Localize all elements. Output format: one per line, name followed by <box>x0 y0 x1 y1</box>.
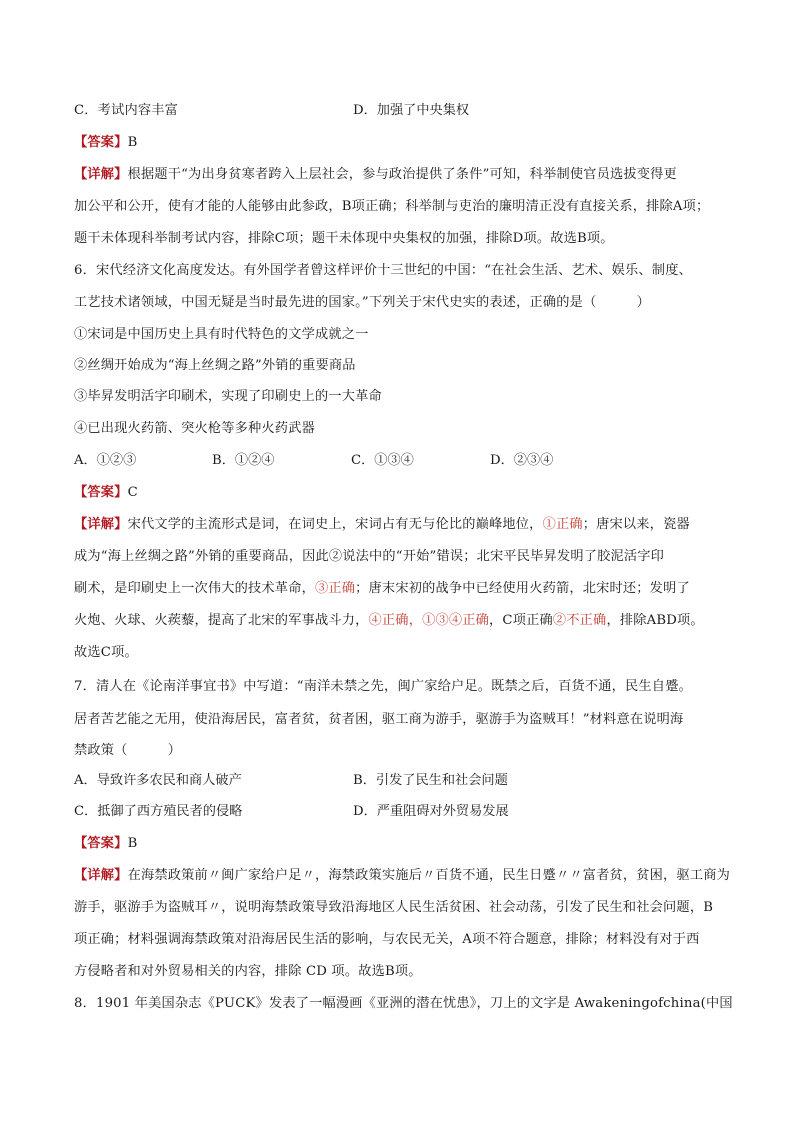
q5-option-d: D．加强了中央集权 <box>353 103 470 118</box>
q6-detail-line-3 <box>74 580 690 598</box>
q7-option-a: A．导致许多农民和商人破产 <box>74 773 242 788</box>
q5-answer <box>74 134 137 152</box>
detail-text: 刷术，是印刷史上一次伟大的技术革命， <box>74 581 315 596</box>
q6-option-c: C．①③④ <box>351 453 414 468</box>
answer-value: B <box>127 135 138 150</box>
answer-tag: 【答案】 <box>74 135 128 150</box>
answer-value: B <box>127 836 138 851</box>
detail-tag: 【详解】 <box>74 167 128 182</box>
detail-tag: 【详解】 <box>74 868 128 883</box>
q6-option-d: D．②③④ <box>490 453 554 468</box>
q6-stem-line-2: 工艺技术诸领域，中国无疑是当时最先进的国家。”下列关于宋代史实的表述，正确的是（ ） <box>74 295 651 310</box>
q7-answer <box>74 835 137 853</box>
q6-stem-line-1: 6．宋代经济文化高度发达。有外国学者曾这样评价十三世纪的中国：“在社会生活、艺术、娱乐、制度、 <box>74 263 692 278</box>
q7-stem-line-3: 禁政策（ ） <box>74 743 182 758</box>
detail-text: ；唐末宋初的战争中已经使用火药箭，北宋时还；发明了 <box>355 581 690 596</box>
detail-text: 宋代文学的主流形式是词，在词史上，宋词占有无与伦比的巅峰地位， <box>127 517 543 532</box>
q6-option-a: A．①②③ <box>74 453 137 468</box>
detail-tag: 【详解】 <box>74 517 128 532</box>
detail-text: 在海禁政策前〃闽广家给户足〃，海禁政策实施后〃百货不通，民生日蹙〃〃富者贫，贫困，驱工商为 <box>127 868 730 883</box>
highlight-text: ③正确 <box>314 581 356 596</box>
detail-text: ，C项正确 <box>489 613 553 628</box>
detail-text: 根据题干“为出身贫寒者跨入上层社会，参与政治提供了条件”可知，科举制使官员选拔变得更 <box>127 167 677 182</box>
q7-stem-line-1: 7．清人在《论南洋事宜书》中写道：“南洋未禁之先，闽广家给户足。既禁之后，百货不通，民生自蹙。 <box>74 679 692 694</box>
q7-option-c: C．抵御了西方殖民者的侵略 <box>74 804 243 819</box>
highlight-text: ①正确 <box>542 517 583 532</box>
q6-item-1: ①宋词是中国历史上具有时代特色的文学成就之一 <box>74 327 369 342</box>
q6-item-4: ④已出现火药箭、突火枪等多种火药武器 <box>74 421 315 436</box>
q6-item-3: ③毕昇发明活字印刷术，实现了印刷史上的一大革命 <box>74 389 382 404</box>
highlight-text: ④正确，①③④正确 <box>368 613 490 628</box>
q6-detail-line-4 <box>74 612 704 630</box>
q5-detail-line-1 <box>74 166 677 184</box>
q6-option-b: B．①②④ <box>212 453 275 468</box>
q8-stem-line-1: 8．1901 年美国杂志《PUCK》发表了一幅漫画《亚洲的潜在忧患》，刀上的文字是 Awakeningofchina(中国 <box>74 996 733 1011</box>
q6-item-2: ②丝绸开始成为“海上丝绸之路”外销的重要商品 <box>74 358 356 373</box>
q7-detail-line-4: 方侵略者和对外贸易相关的内容，排除 CD 项。故选B项。 <box>74 964 422 979</box>
q7-detail-line-1 <box>74 867 730 885</box>
answer-tag: 【答案】 <box>74 485 128 500</box>
detail-text: 火炮、火球、火蒺藜，提高了北宋的军事战斗力， <box>74 613 369 628</box>
q7-stem-line-2: 居者苦艺能之无用，使沿海居民，富者贫，贫者困，驱工商为游手，驱游手为盗贼耳！”材料意在说明海 <box>74 712 684 727</box>
detail-text: ；唐宋以来，瓷器 <box>582 517 690 532</box>
answer-value: C <box>127 485 138 500</box>
q6-answer <box>74 484 138 502</box>
q7-detail-line-2: 游手，驱游手为盗贼耳〃，说明海禁政策导致沿海地区人民生活贫困、社会动荡，引发了民生和社会问题，B <box>74 900 714 915</box>
highlight-text: ②不正确 <box>552 613 607 628</box>
q6-detail-line-2: 成为“海上丝绸之路”外销的重要商品，因此②说法中的“开始”错误；北宋平民毕昇发明了胶泥活字印 <box>74 549 665 564</box>
q7-detail-line-3: 项正确；材料强调海禁政策对沿海居民生活的影响，与农民无关，A项不符合题意，排除；材料没有对于西 <box>74 932 700 947</box>
detail-text: ，排除ABD项。 <box>606 613 704 628</box>
q7-option-d: D．严重阻碍对外贸易发展 <box>353 804 509 819</box>
q5-option-c: C．考试内容丰富 <box>74 103 179 118</box>
q5-detail-line-3: 题干未体现科举制考试内容，排除C项；题干未体现中央集权的加强，排除D项。故选B项。 <box>74 231 614 246</box>
q7-option-b: B．引发了民生和社会问题 <box>353 773 508 788</box>
q5-detail-line-2: 加公平和公开，使有才能的人能够由此参政，B项正确；科举制与吏治的廉明清正没有直接关系，排除A项； <box>74 199 710 214</box>
answer-tag: 【答案】 <box>74 836 128 851</box>
q6-detail-line-1 <box>74 516 690 534</box>
q6-detail-line-5: 故选C项。 <box>74 645 138 660</box>
